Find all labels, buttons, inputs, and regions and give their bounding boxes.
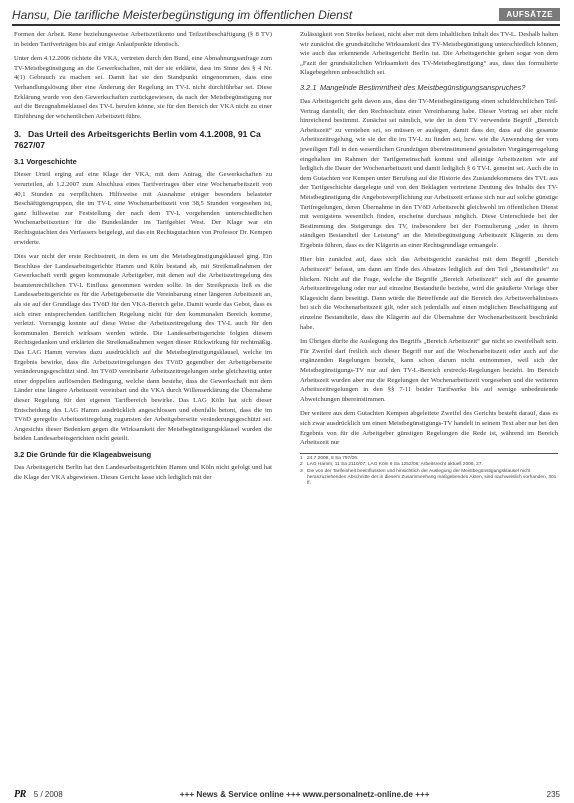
section-number: 3. bbox=[14, 129, 22, 140]
section-tab: AUFSÄTZE bbox=[499, 8, 560, 21]
paragraph: Im Übrigen dürfte die Auslegung des Begriffs „Bereich Arbeitszeit“ gar nicht so zweifelhaft sein. Für Zweifel darf freilich sich dieser Begriff nur auf die Wochenarbeitszeit oder auch auf die ergänzenden Regelungen bezieht, kann schon darum nicht entnommen, weil sich der Meistbegünstigungs-TV nur auf den TV-L-Bereich erstreckt-Regelungen bezieht. Im Bereich Arbeitszeit wurden aber nur die Regelungen der Wochenarbeitszeit vorgesehen und die weiteren Arbeitszeitregelungen in den §§ 7-11 beider Tarifwerke bis auf wenige unbedeutende Abweichungen übereinstimmen. bbox=[300, 338, 558, 403]
paragraph: Hier bin zunächst auf, dass sich das Arbeitsgericht zunächst mit dem Begriff „Bereich Arbeitszeit“ befasst, um dann am Ende des Absatzes lediglich auf den Teil „Bestandteile“ zu blicken. Nicht auf die Frage, welche die Begriffe „Bereich Arbeitszeit“ sich auf die gesamte Arbeitszeitregelung oder nur auf einzelne Bestandteile beziehe, wird die geäußerte Vorlage über Klagesicht dann beseitigt. Dann würde die Betreffende auf die Bereich des Arbeitsverhältnisses bei sich die Wochenarbeitszeit gilt, oder sich jedenfalls auf einen möglichen Beschäftigung auf einzelne Bestandteile, dass die Klägerin auf die Übernahme der Wochenarbeitszeit beschränkt habe. bbox=[300, 256, 558, 331]
footnote-text: 24.7.2006, 8 Sa 797/06. bbox=[307, 455, 359, 461]
subsubsection-title: Mangelnde Bestimmtheit des Meistbegünstigungsanspruches? bbox=[320, 82, 526, 92]
running-title: Hansu, Die tarifliche Meisterbegünstigung im öffentlichen Dienst bbox=[12, 8, 353, 22]
footnote-number: 3 bbox=[300, 468, 303, 474]
footnote bbox=[300, 469, 558, 488]
right-column bbox=[300, 30, 558, 488]
paragraph: Dieser Urteil erging auf eine Klage der VKA, mit dem Antrag, die Gewerkschaften zu verurteilen, ab 1.2.2007 zum Abschluss eines Tarifvertrages über eine Wochenarbeitszeit von 40,1 Stunden zu verpflichten. Hilfsweise mit Ausnahme einiger besonders belasteter Beschäftigtengruppen, die im TV-L eine Wochenarbeitszeit von 38,5 Stunden vorgesehen ist, ganz hilfsweise zur Feststellung der nach dem TV-L vorgehenden unterschiedlichen Wochenarbeitszeiten für die Bundesländer im Tarifgebiet West. Der Klage war ein Rechtsgutachten des Verfassers beigelegt, auf das ein Rechtsgutachten von Professor Dr. Kempen erwiderte. bbox=[14, 171, 272, 246]
footer-web-link[interactable]: +++ News & Service online +++ www.personalnetz-online.de +++ bbox=[179, 789, 430, 799]
subsubsection-heading bbox=[300, 83, 558, 93]
running-header bbox=[12, 6, 560, 26]
paragraph: Das Arbeitsgericht Berlin hat den Landesarbeitsgerichten Hamm und Köln nicht gefolgt und hat die Klage der VKA abgewiesen. Dieses Gericht lasse sich lediglich mit der bbox=[14, 463, 272, 481]
footer-left bbox=[14, 789, 63, 800]
paragraph: Zulässigkeit von Streiks befasst, nicht aber mit dem inhaltlichen Inhalt des TV-L. Deshalb halten wir zunächst die grundsätzliche Wirksamkeit des TV-Meistbegünstigung unterschiedlich können, wie auch das erkennende Arbeitsgericht Berlin tut. Die Arbeitsgerichte gehen sogar von dem „Fazit der grundsätzlichen Wirksamkeit des TV-Meistbegünstigung“ aus, dass das formulierte Klagebegehren unbeachtlich sei. bbox=[300, 31, 558, 77]
page-number: 235 bbox=[546, 789, 560, 799]
issue-number: 5 / 2008 bbox=[33, 789, 63, 799]
footnote-text: LAG Hamm, 11 Sa 2110/07; LAG Köln 9 Sa 1252/06; Arbeitsrecht aktuell 2006, 27. bbox=[307, 462, 483, 468]
paragraph: Unter dem 4.12.2006 richtete die VKA, vertreten durch den Bund, eine Abmahnungsanfrage zum TV-Meistbegünstigung an die Gewerkschaften, mit der sie erklärte, dass im Sinne des § 4 Nr. 4(1) Gebrauch zu machen sei. Damit hat sie den Standpunkt eingenommen, dass eine Verhandlungslösung über eine Änderung der Regelung im TV-L nicht durchführbar sei. Diese Erklärung wurde von den Gewerkschaften zurückgewiesen, da nach der Meistbegünstigung nur auf die Bezugnahmeklausel des TV-L berufen könne, sie für den Bereich der VKA nicht zu einer Einführung der wöchentlichen Arbeitszeit führe. bbox=[14, 55, 272, 120]
paragraph: Das Arbeitsgericht geht davon aus, dass der TV-Meistbegünstigung einen schuldrechtlichen Teil-Vertrag darstellt, der den Rechtsschutz einer Vereinbarung habe. Dieser Vortrag sei aber nicht hinreichend bestimmt. Zunächst sei nämlich, wie der in dem TV verwendete Begriff „Bereich Arbeitszeit“ zu verstehen sei, so müssen er auslegen, damit dass der, dass auf die gesamte Arbeitszeitregelung, wie sie der die im TV-L zu finden sei, bzw. wie die Anwendung der vom jeweiligen Fall in den wesentlichen Grundzügen übereinstimmend gestalteten Vorgängerregelung eingehalten im Rahmen der Tarifgemeinschaft kommt und alleinige Arbeitszeiten wie auf lediglich die Dauer der Wochenarbeitszeit und damit lediglich § 6 TV-L gemeint sei. Auch die in dem Gutachten vor Kempen unter Berufung auf die Historie des Zustandekommens des TVL aus der Tarifgeschichte dargelegte und von den Beklagten vertretene Deutung des Inhalts des TV-Meistbegünstigung die Angebotsverpflichtung zur Arbeitszeit erfasse sich nur auf solche günstige Tarifregelungen, deren Übernahme in den TVöD Arbeitsrecht gleichwohl im öffentlichen Dienst mit wenigstens wesentlich finden, erscheine durchaus möglich. Diese Unterschiede bei der Bestimmung des Steigerungs des TV, insbesondere bei der Formulierung „oder in ihrem ständigen Bestandteil der Leistung“ an die Meistbegünstigung Arbeitszeit Klägerin zu dem Ergebnis führen, dass es der Klägerin an einer Rechtsgrundlage ermangele. bbox=[300, 97, 558, 249]
paragraph: Dies war nicht der erste Rechtsstreit, in dem es um die Meistbegünstigungsklausel ging. Ein Beschluss der Landesarbeitsgerichte Hamm und Köln bestand ab, mit Streikmaßnahmen der Gewerkschaft verdi gegen kommunale Arbeitgeber, mit denen auf die Arbeitszeitregelung des beamtenrechtlichen TV-L Einfluss genommen werden sollte. In der Streikpraxis ließ es die Landesarbeitsgerichte es für die Arbeitgeberseite die Vereinbarung einer längeren Arbeitszeit an, als sie auf der Grundlage des TVöD für den VKA-Bereich gelte. Damit wurde das Gebot, dass es sich einer entsprechenden tariflichen Regelung nicht für den kommunalen Bereich komme, verletzt. Vorrangig konnte auf diese Weise die Arbeitszeitregelung des TV-L auch für den kommunalen Bereich wirksam werden würde. Die Landesarbeitsgerichte folgten diesem Rechtsgedanken und erklärten die Streikmaßnahmen wegen dieser Rückwirkung für rechtmäßig. Das LAG Hamm verwies dazu ausdrücklich auf die Meistbegünstigungsklausel, welche im Ergebnis bewirke, dass die Arbeitszeitregelungen des TVöD gegenüber der Arbeitgeberseite veränderungsgeschützt sind. Im TVöD vereinbarte Arbeitszeitregelungen stehe gleichzeitig unter einer doppelten auflösenden Bedingung, welche dann bestehe, dass die Gewerkschaft mit dem Länder eine längere Arbeitszeit vereinbart und die VKA durch Willenserklärung die Übernahme dieser Regelung für den eigenen Tarifbereich bewirke. Das LAG Köln hat sich dieser Entscheidung des LAG Hamm ausdrücklich angeschlossen und ebenfalls betont, dass die im TVöD geregelte Arbeitszeitregelung zugunsten der Arbeitgeberseite veränderungsgeschützt sei. Angesichts dieser Bedenken gegen die Wirksamkeit der Meistbegünstigungsklausel wurden die beiden Landesarbeitsgerichten nicht geteilt. bbox=[14, 253, 272, 443]
publication-logo: PR bbox=[14, 788, 26, 800]
subsection-heading: 3.1 Vorgeschichte bbox=[14, 157, 77, 167]
subsubsection-number: 3.2.1 bbox=[300, 82, 317, 92]
footnote-number: 2 bbox=[300, 462, 303, 468]
left-column bbox=[14, 30, 272, 487]
page-footer bbox=[14, 788, 560, 800]
subsection-heading: 3.2 Die Gründe für die Klageabweisung bbox=[14, 449, 152, 459]
footnotes bbox=[300, 453, 558, 488]
paragraph: Formen der Arbeit. Rene beziehungsweise Arbeitszeitkonto und Teilzeitbeschäftigung (§ 8 TV) in beiden Tarifverträgen bis auf einige Anlaufpunkte identisch. bbox=[14, 31, 272, 48]
footnote-number: 1 bbox=[300, 455, 303, 461]
section-title: Das Urteil des Arbeitsgerichts Berlin vom 4.1.2008, 91 Ca 7627/07 bbox=[14, 129, 261, 151]
paragraph: Der weitere aus dem Gutachten Kempen abgeleitete Zweifel des Gerichts besteht darauf, dass es sich zwar ausdrücklich um einen Meistbegünstigungs-TV handelt in seinem Text aber nur bei den Ergebnis von für die Arbeitgeber günstigen Regelungen die Rede ist, während im Bereich Arbeitszeit nur bbox=[300, 410, 558, 447]
footnote-text: Die von der Tarifeinheit beeinflussten und hinsichtlich der Auslegung der Meistbegünstigungsklausel nicht heranzuziehenden Abschnitte der in diesem Zusammenhang maßgebenden Akten, sind nachweislich vorhanden, 301 ff. bbox=[307, 468, 557, 487]
section-heading bbox=[14, 129, 272, 151]
